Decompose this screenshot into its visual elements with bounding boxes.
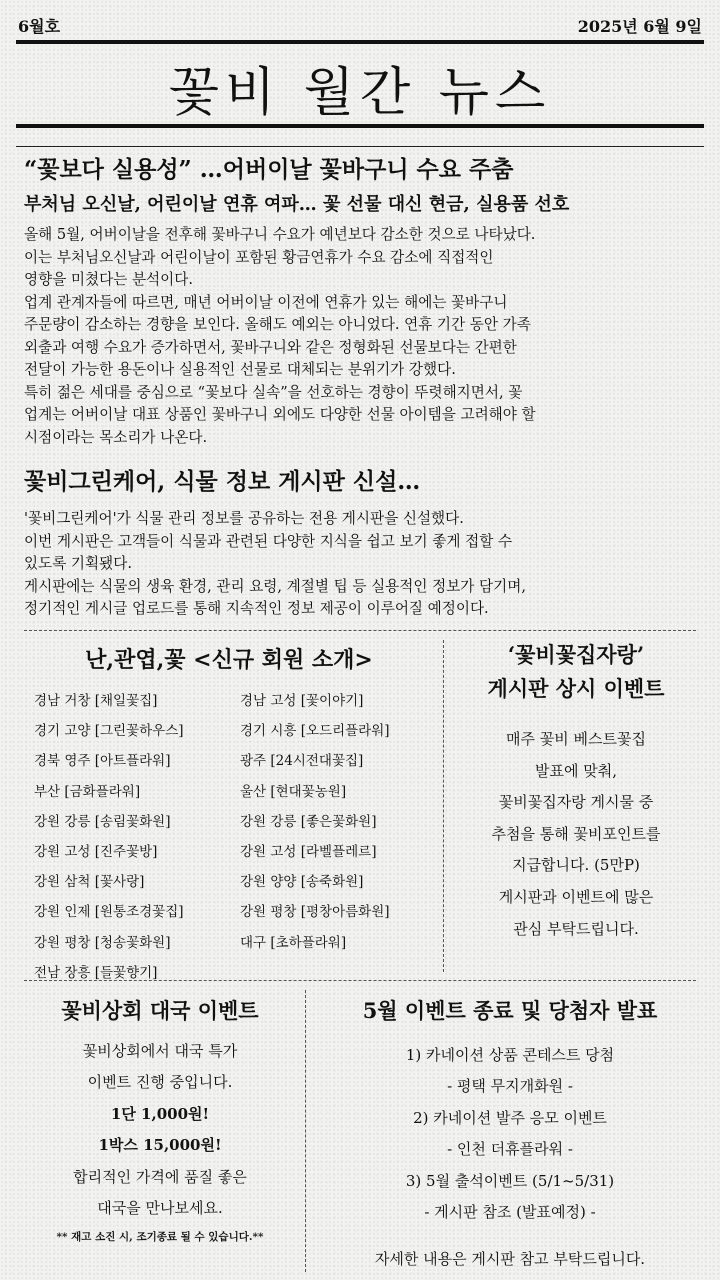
daeguk-price: 1박스 15,000원!	[98, 1136, 222, 1155]
article1-line: 영향을 미쳤다는 분석이다.	[24, 271, 193, 288]
member-item: 강원 고성 [진주꽃방]	[34, 844, 158, 861]
member-item: 강원 삼척 [꽃사랑]	[34, 874, 145, 891]
may-event-footer: 자세한 내용은 게시판 참고 부탁드립니다.	[374, 1250, 646, 1269]
article1-line: 주문량이 감소하는 경향을 보인다. 올해도 예외는 아니었다. 연휴 기간 동안 가족	[24, 316, 531, 333]
daeguk-event-section	[20, 988, 300, 1248]
article1-line: 업계 관계자들에 따르면, 매년 어버이날 이전에 연휴가 있는 해에는 꽃바구니	[24, 293, 508, 311]
member-item: 경남 거창 [채일꽃집]	[34, 693, 158, 709]
article1-line: 특히 젊은 세대를 중심으로 “꽃보다 실속”을 선호하는 경향이 뚜렷해지면서, 꽃	[24, 383, 523, 401]
may-event-line: 2) 카네이션 발주 응모 이벤트	[413, 1108, 607, 1127]
daeguk-line: 꽃비상회에서 대국 특가	[82, 1042, 238, 1060]
daeguk-line: 이벤트 진행 중입니다.	[87, 1073, 233, 1092]
top-rule	[16, 40, 704, 44]
article2-body	[24, 508, 698, 621]
member-item: 전남 장흥 [들꽃향기]	[34, 964, 158, 981]
may-event-title: 5월 이벤트 종료 및 당첨자 발표	[362, 998, 658, 1023]
member-item: 울산 [현대꽃농원]	[240, 783, 347, 800]
article-bouquet-demand	[24, 154, 698, 449]
article2-line: 이번 게시판은 고객들이 식물과 관련된 다양한 지식을 쉽고 보기 좋게 접할 수	[24, 532, 513, 550]
column-divider-bottom	[305, 990, 306, 1272]
member-item: 경기 고양 [그린꽃하우스]	[34, 723, 184, 740]
section-divider-bottom	[24, 980, 696, 981]
members-title: 난,관엽,꽃 <신규 회원 소개>	[85, 647, 373, 673]
may-event-line: 1) 카네이션 상품 콘테스트 당첨	[405, 1046, 615, 1064]
daeguk-body	[20, 1036, 300, 1224]
daeguk-note: ** 재고 소진 시, 조기종료 될 수 있습니다.**	[56, 1231, 264, 1244]
may-event-line: 3) 5월 출석이벤트 (5/1~5/31)	[405, 1171, 615, 1190]
may-event-line: - 인천 더휴플라워 -	[447, 1140, 573, 1159]
may-event-line: - 게시판 참조 (발표예정) -	[424, 1203, 596, 1222]
top-bar	[18, 12, 702, 38]
section-divider	[24, 630, 696, 631]
newspaper-title: 꽃비 월간 뉴스	[168, 63, 552, 123]
member-item: 대구 [초하플라워]	[240, 934, 347, 951]
daeguk-line: 대국을 만나보세요.	[97, 1199, 223, 1218]
members-grid	[24, 686, 434, 988]
board-event-section	[452, 638, 700, 945]
column-divider	[443, 640, 444, 972]
article2-line: '꽃비그린케어'가 식물 관리 정보를 공유하는 전용 게시판을 신설했다.	[24, 510, 464, 527]
member-item: 부산 [금화플라워]	[34, 783, 141, 800]
member-item: 강원 평창 [청송꽃화원]	[34, 934, 171, 951]
article2-line: 있도록 기획됐다.	[24, 555, 132, 572]
member-item: 경남 고성 [꽃이야기]	[240, 693, 364, 709]
article1-line: 업계는 어버이날 대표 상품인 꽃바구니 외에도 다양한 선물 아이템을 고려해야 할	[24, 406, 536, 423]
member-item: 강원 강릉 [좋은꽃화원]	[240, 813, 377, 830]
event-line: 게시판과 이벤트에 많은	[498, 887, 654, 906]
article1-subhead: 부처님 오신날, 어린이날 연휴 여파… 꽃 선물 대신 현금, 실용품 선호	[24, 194, 570, 215]
masthead-rule	[16, 124, 704, 128]
member-item: 강원 평창 [평창아름화원]	[240, 904, 390, 921]
member-item: 강원 고성 [라벨플레르]	[240, 844, 377, 861]
daeguk-line: 합리적인 가격에 품질 좋은	[73, 1167, 247, 1186]
event-line: 추첨을 통해 꽃비포인트를	[491, 824, 661, 843]
article1-headline: “꽃보다 실용성” …어버이날 꽃바구니 수요 주춤	[24, 156, 514, 183]
member-item: 강원 인제 [원통조경꽃집]	[34, 904, 184, 921]
article1-line: 시점이라는 목소리가 나온다.	[24, 428, 208, 446]
article1-line: 전달이 가능한 용돈이나 실용적인 선물로 대체되는 분위기가 강했다.	[24, 361, 456, 378]
may-event-body	[318, 1040, 702, 1228]
event-line: 지급합니다. (5만P)	[512, 856, 640, 875]
article1-body	[24, 224, 698, 449]
daeguk-title: 꽃비상회 대국 이벤트	[61, 998, 259, 1023]
event-line: 발표에 맞춰,	[535, 761, 617, 780]
event-line: 매주 꽃비 베스트꽃집	[506, 730, 646, 748]
event-title-line1: ‘꽃비꽃집자랑’	[507, 642, 645, 667]
event-line: 관심 부탁드립니다.	[513, 919, 639, 938]
article2-line: 정기적인 게시글 업로드를 통해 지속적인 정보 제공이 이루어질 예정이다.	[24, 600, 489, 617]
member-item: 경북 영주 [아트플라워]	[34, 753, 171, 770]
new-members-section	[24, 638, 434, 988]
article2-headline: 꽃비그린케어, 식물 정보 게시판 신설…	[24, 468, 421, 495]
event-title-line2: 게시판 상시 이벤트	[487, 676, 665, 701]
masthead-thin-rule	[16, 146, 704, 147]
may-event-line: - 평택 무지개화원 -	[447, 1077, 573, 1096]
member-item: 경기 시흥 [오드리플라워]	[240, 723, 390, 740]
members-right-column	[230, 686, 434, 988]
article2-line: 게시판에는 식물의 생육 환경, 관리 요령, 계절별 팁 등 실용적인 정보가 담기며,	[24, 577, 526, 595]
member-item: 광주 [24시전대꽃집]	[240, 753, 364, 770]
members-left-column	[24, 686, 230, 988]
issue-label: 6월호	[18, 16, 61, 36]
event-line: 꽃비꽃집자랑 게시물 중	[498, 793, 654, 812]
event-body	[452, 724, 700, 945]
article1-line: 이는 부처님오신날과 어린이날이 포함된 황금연휴가 수요 감소에 직접적인	[24, 248, 494, 266]
article-green-care	[24, 466, 698, 621]
member-item: 강원 강릉 [송림꽃화원]	[34, 813, 171, 830]
article1-line: 올해 5월, 어버이날을 전후해 꽃바구니 수요가 예년보다 감소한 것으로 나타났다.	[24, 226, 536, 243]
article1-line: 외출과 여행 수요가 증가하면서, 꽃바구니와 같은 정형화된 선물보다는 간편한	[24, 338, 517, 356]
issue-date: 2025년 6월 9일	[577, 16, 702, 36]
daeguk-price: 1단 1,000원!	[110, 1104, 210, 1123]
may-event-section	[318, 988, 702, 1275]
member-item: 강원 양양 [송죽화원]	[240, 874, 364, 891]
